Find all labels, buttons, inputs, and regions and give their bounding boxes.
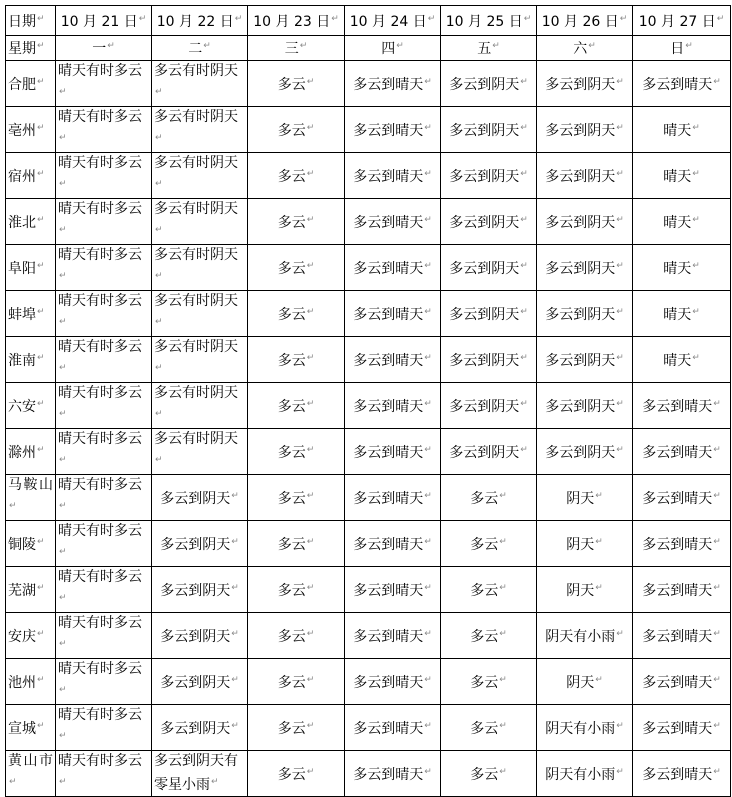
forecast-cell: 多云 ↵ [441,705,537,751]
forecast-cell: 多云到阴天 ↵ [537,107,633,153]
forecast-cell: 多云到阴天 ↵ [537,291,633,337]
forecast-cell: 多云到晴天 ↵ [345,751,441,797]
forecast-cell: 阴天有小雨 ↵ [537,751,633,797]
forecast-cell: 多云到晴天 ↵ [633,751,731,797]
forecast-cell: 多云 ↵ [441,475,537,521]
forecast-cell: 多云有时阴天 ↵ [152,153,248,199]
city-row [6,659,731,705]
forecast-cell: 多云到晴天 ↵ [345,153,441,199]
forecast-cell: 多云到晴天 ↵ [345,291,441,337]
city-row [6,613,731,659]
forecast-cell: 多云到晴天 ↵ [345,705,441,751]
city-name-cell: 铜陵 ↵ [6,521,56,567]
forecast-cell: 多云 ↵ [248,61,345,107]
forecast-cell: 多云 ↵ [248,383,345,429]
city-name-cell: 滁州 ↵ [6,429,56,475]
weekday-cell: 二 ↵ [152,36,248,61]
city-row [6,291,731,337]
weekday-header-cell: 星期 ↵ [6,36,56,61]
forecast-cell: 多云到晴天 ↵ [633,383,731,429]
forecast-cell: 晴天有时多云 ↵ [56,475,152,521]
forecast-cell: 多云 ↵ [248,705,345,751]
forecast-cell: 多云到晴天 ↵ [633,429,731,475]
forecast-cell: 多云 ↵ [248,567,345,613]
forecast-cell: 多云到阴天 ↵ [441,199,537,245]
forecast-cell: 多云到晴天 ↵ [345,567,441,613]
forecast-cell: 多云到晴天 ↵ [345,61,441,107]
forecast-cell: 多云 ↵ [248,245,345,291]
date-cell: 10 月 26 日 ↵ [537,6,633,36]
forecast-cell: 多云 ↵ [248,751,345,797]
weather-forecast-document [5,5,731,797]
forecast-cell: 多云到晴天 ↵ [633,567,731,613]
forecast-cell: 多云到阴天 ↵ [441,107,537,153]
forecast-cell: 多云到阴天 ↵ [441,61,537,107]
forecast-cell: 多云 ↵ [248,107,345,153]
forecast-cell: 晴天 ↵ [633,291,731,337]
city-row [6,521,731,567]
forecast-cell: 多云 ↵ [248,521,345,567]
forecast-cell: 多云 ↵ [248,291,345,337]
city-row [6,475,731,521]
date-cell: 10 月 27 日 ↵ [633,6,731,36]
forecast-cell: 晴天有时多云 ↵ [56,659,152,705]
city-row [6,383,731,429]
header-row [6,6,731,36]
forecast-cell: 多云到阴天 ↵ [441,291,537,337]
city-row [6,107,731,153]
weekday-cell: 日 ↵ [633,36,731,61]
forecast-cell: 多云到阴天 ↵ [537,153,633,199]
forecast-cell: 多云 ↵ [441,521,537,567]
forecast-cell: 多云有时阴天 ↵ [152,337,248,383]
forecast-cell: 多云 ↵ [248,475,345,521]
weekday-cell: 五 ↵ [441,36,537,61]
forecast-cell: 多云到阴天 ↵ [441,337,537,383]
forecast-cell: 晴天有时多云 ↵ [56,291,152,337]
forecast-cell: 晴天 ↵ [633,337,731,383]
forecast-cell: 多云到晴天 ↵ [345,613,441,659]
forecast-cell: 多云到晴天 ↵ [633,705,731,751]
forecast-cell: 多云到阴天 ↵ [441,383,537,429]
city-name-cell: 淮北 ↵ [6,199,56,245]
forecast-cell: 多云到阴天 ↵ [152,475,248,521]
forecast-cell: 阴天 ↵ [537,659,633,705]
forecast-cell: 多云到晴天 ↵ [345,245,441,291]
city-row [6,751,731,797]
forecast-cell: 多云到晴天 ↵ [345,337,441,383]
forecast-cell: 多云到阴天 ↵ [152,705,248,751]
forecast-cell: 多云到阴天 ↵ [537,199,633,245]
forecast-cell: 多云到阴天 ↵ [537,245,633,291]
forecast-cell: 多云 ↵ [248,613,345,659]
forecast-cell: 晴天有时多云 ↵ [56,429,152,475]
city-name-cell: 淮南 ↵ [6,337,56,383]
date-header-cell: 日期 ↵ [6,6,56,36]
forecast-cell: 晴天 ↵ [633,107,731,153]
weekday-cell: 四 ↵ [345,36,441,61]
forecast-cell: 多云到阴天 ↵ [441,429,537,475]
weekday-cell: 六 ↵ [537,36,633,61]
forecast-cell: 晴天有时多云 ↵ [56,337,152,383]
weather-forecast-table [5,5,731,797]
city-row [6,153,731,199]
forecast-cell: 晴天 ↵ [633,245,731,291]
forecast-cell: 多云到晴天 ↵ [633,61,731,107]
forecast-cell: 多云到晴天 ↵ [633,475,731,521]
forecast-cell: 多云到阴天 ↵ [537,337,633,383]
forecast-cell: 晴天有时多云 ↵ [56,705,152,751]
forecast-cell: 多云 ↵ [248,337,345,383]
forecast-cell: 多云到阴天 ↵ [537,383,633,429]
forecast-cell: 多云到晴天 ↵ [633,613,731,659]
forecast-cell: 多云到阴天有零星小雨 ↵ [152,751,248,797]
forecast-cell: 多云 ↵ [441,659,537,705]
city-name-cell: 合肥 ↵ [6,61,56,107]
forecast-cell: 晴天有时多云 ↵ [56,521,152,567]
city-name-cell: 宣城 ↵ [6,705,56,751]
city-name-cell: 六安 ↵ [6,383,56,429]
city-row [6,245,731,291]
city-row [6,705,731,751]
forecast-cell: 阴天有小雨 ↵ [537,705,633,751]
forecast-cell: 多云到晴天 ↵ [345,475,441,521]
forecast-cell: 多云到阴天 ↵ [537,429,633,475]
forecast-cell: 多云到阴天 ↵ [441,153,537,199]
forecast-cell: 晴天有时多云 ↵ [56,61,152,107]
forecast-cell: 晴天有时多云 ↵ [56,107,152,153]
forecast-cell: 多云 ↵ [441,613,537,659]
city-name-cell: 蚌埠 ↵ [6,291,56,337]
forecast-cell: 多云有时阴天 ↵ [152,107,248,153]
city-name-cell: 池州 ↵ [6,659,56,705]
forecast-cell: 多云有时阴天 ↵ [152,429,248,475]
forecast-cell: 多云到阴天 ↵ [152,659,248,705]
forecast-cell: 阴天有小雨 ↵ [537,613,633,659]
forecast-cell: 多云到阴天 ↵ [441,245,537,291]
city-name-cell: 黄山市 ↵ [6,751,56,797]
city-name-cell: 安庆 ↵ [6,613,56,659]
forecast-cell: 多云有时阴天 ↵ [152,245,248,291]
forecast-cell: 晴天 ↵ [633,199,731,245]
forecast-cell: 多云 ↵ [441,567,537,613]
forecast-cell: 多云 ↵ [248,153,345,199]
city-name-cell: 亳州 ↵ [6,107,56,153]
city-name-cell: 芜湖 ↵ [6,567,56,613]
forecast-cell: 多云到晴天 ↵ [345,199,441,245]
date-cell: 10 月 25 日 ↵ [441,6,537,36]
forecast-cell: 多云有时阴天 ↵ [152,61,248,107]
forecast-cell: 多云到晴天 ↵ [345,659,441,705]
forecast-cell: 多云到晴天 ↵ [633,659,731,705]
city-row [6,567,731,613]
forecast-cell: 晴天有时多云 ↵ [56,245,152,291]
weekday-cell: 三 ↵ [248,36,345,61]
forecast-cell: 多云到阴天 ↵ [152,521,248,567]
forecast-cell: 多云有时阴天 ↵ [152,199,248,245]
city-row [6,429,731,475]
forecast-cell: 晴天有时多云 ↵ [56,153,152,199]
date-cell: 10 月 24 日 ↵ [345,6,441,36]
forecast-cell: 阴天 ↵ [537,475,633,521]
forecast-cell: 多云到晴天 ↵ [345,383,441,429]
forecast-cell: 多云 ↵ [248,429,345,475]
forecast-cell: 晴天 ↵ [633,153,731,199]
forecast-cell: 晴天有时多云 ↵ [56,383,152,429]
date-cell: 10 月 23 日 ↵ [248,6,345,36]
forecast-cell: 晴天有时多云 ↵ [56,613,152,659]
forecast-cell: 晴天有时多云 ↵ [56,199,152,245]
forecast-cell: 多云 ↵ [248,659,345,705]
forecast-cell: 多云有时阴天 ↵ [152,291,248,337]
forecast-cell: 多云到晴天 ↵ [345,107,441,153]
city-row [6,337,731,383]
forecast-cell: 晴天有时多云 ↵ [56,567,152,613]
forecast-cell: 多云到晴天 ↵ [345,429,441,475]
weekday-cell: 一 ↵ [56,36,152,61]
city-name-cell: 马鞍山 ↵ [6,475,56,521]
city-row [6,199,731,245]
date-cell: 10 月 22 日 ↵ [152,6,248,36]
forecast-cell: 多云到阴天 ↵ [152,567,248,613]
forecast-cell: 多云到阴天 ↵ [152,613,248,659]
city-name-cell: 阜阳 ↵ [6,245,56,291]
forecast-cell: 晴天有时多云 ↵ [56,751,152,797]
city-name-cell: 宿州 ↵ [6,153,56,199]
weekday-row [6,36,731,61]
city-row [6,61,731,107]
forecast-cell: 多云 ↵ [441,751,537,797]
date-cell: 10 月 21 日 ↵ [56,6,152,36]
forecast-cell: 阴天 ↵ [537,567,633,613]
forecast-cell: 多云到阴天 ↵ [537,61,633,107]
forecast-cell: 多云到晴天 ↵ [633,521,731,567]
forecast-cell: 阴天 ↵ [537,521,633,567]
forecast-cell: 多云到晴天 ↵ [345,521,441,567]
forecast-cell: 多云 ↵ [248,199,345,245]
forecast-cell: 多云有时阴天 ↵ [152,383,248,429]
